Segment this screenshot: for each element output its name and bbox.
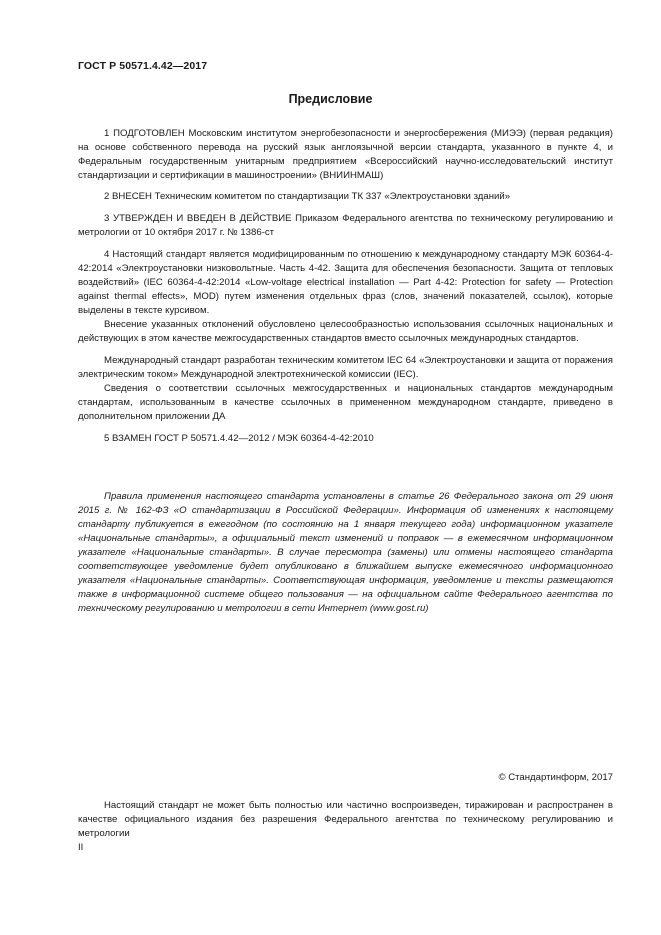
page-number: II bbox=[78, 842, 84, 853]
paragraph-replaces: 5 ВЗАМЕН ГОСТ Р 50571.4.42—2012 / МЭК 60364-4-42:2010 bbox=[104, 433, 374, 444]
paragraph-developer: Международный стандарт разработан техническим комитетом IEC 64 «Электроустановки и защита от поражения электрическим током» Международной электротехнической комиссии (IEC). bbox=[78, 355, 613, 380]
copyright: © Стандартинформ, 2017 bbox=[498, 772, 613, 783]
reproduction-notice: Настоящий стандарт не может быть полностью или частично воспроизведен, тиражирован и распространен в качестве официального издания без разрешения Федерального агентства по техническому регулированию и метрологии bbox=[78, 800, 613, 839]
standard-id: ГОСТ Р 50571.4.42—2017 bbox=[78, 60, 208, 72]
rules-notice: Правила применения настоящего стандарта установлены в статье 26 Федерального закона от 29 июня 2015 г. № 162-ФЗ «О стандартизации в Российской Федерации». Информация об изменениях к настоящему стандарту публикуется в ежегодном (по состоянию на 1 января текущего года) информационном указателе «Национальные стандарты», а официальный текст изменений и поправок — в ежемесячном информационном указателе «Национальные стандарты». В случае пересмотра (замены) или отмены настоящего стандарта соответствующее уведомление будет опубликовано в ближайшем выпуске ежемесячного информационного указателя «Национальные стандарты». Соответствующая информация, уведомление и тексты размещаются также в информационной системе общего пользования — на официальном сайте Федерального агентства по техническому регулированию и метрологии в сети Интернет (www.gost.ru) bbox=[78, 491, 613, 614]
paragraph-deviations: Внесение указанных отклонений обусловлено целесообразностью использования ссылочных национальных и действующих в этом качестве межгосударственных стандартов вместо ссылочных международных стандартов. bbox=[78, 319, 613, 344]
paragraph-submitted: 2 ВНЕСЕН Техническим комитетом по стандартизации ТК 337 «Электроустановки зданий» bbox=[104, 191, 511, 202]
paragraph-approved: 3 УТВЕРЖДЕН И ВВЕДЕН В ДЕЙСТВИЕ Приказом Федерального агентства по техническому регулированию и метрологии от 10 октября 2017 г. № 1386-ст bbox=[78, 213, 613, 238]
paragraph-correspondence: Сведения о соответствии ссылочных межгосударственных и национальных стандартов международным стандартам, использованным в качестве ссылочных в примененном международном стандарте, приведено в дополнительном приложении ДА bbox=[78, 383, 613, 422]
page-title: Предисловие bbox=[288, 92, 373, 106]
paragraph-prepared: 1 ПОДГОТОВЛЕН Московским институтом энергобезопасности и энергосбережения (МИЭЭ) (первая редакция) на основе собственного перевода на русский язык англоязычной версии стандарта, указанного в пункте 4, и Федеральным государственным унитарным предприятием «Всероссийский научно-исследовательский институт стандартизации и сертификации в машиностроении» (ВНИИНМАШ) bbox=[78, 128, 613, 181]
paragraph-modified: 4 Настоящий стандарт является модифицированным по отношению к международному стандарту МЭК 60364-4-42:2014 «Электроустановки низковольтные. Часть 4-42. Защита для обеспечения безопасности. Защита от тепловых воздействий» (IEC 60364-4-42:2014 «Low-voltage electrical installation — Part 4-42: Protection for safety — Protection against thermal effects», MOD) путем изменения отдельных фраз (слов, значений показателей, ссылок), которые выделены в тексте курсивом. bbox=[78, 249, 613, 316]
